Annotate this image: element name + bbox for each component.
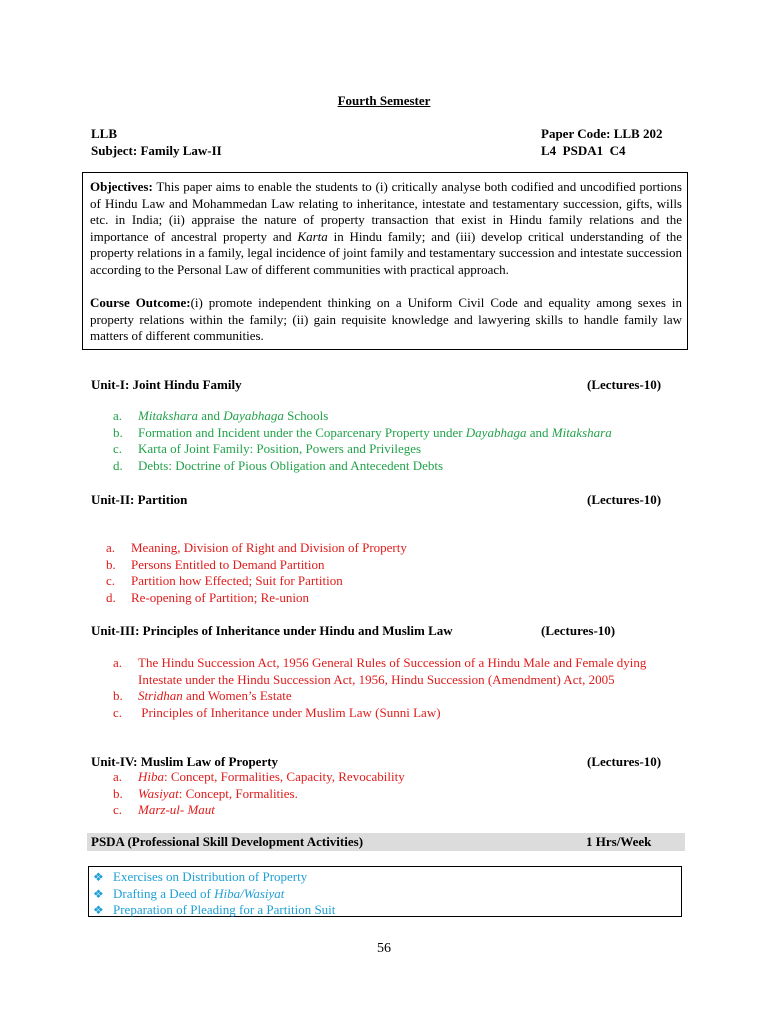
course-outcome-text: (i) promote independent thinking on a Uniform Civil Code and equality among sexes in property relations within the family; (ii) gain requisite knowledge and lawyering skills to handle family law matters of different communities. [90, 295, 682, 343]
item-italic: Hiba [138, 769, 164, 784]
unit-1-lectures: (Lectures-10) [587, 377, 662, 392]
item-marker: c. [113, 704, 123, 720]
item-text: Schools [283, 408, 329, 423]
course-outcome-label: Course Outcome: [90, 295, 191, 310]
item-text: Formation and Incident under the Coparcenary Property under [138, 424, 466, 440]
objectives-text-1: This paper aims to enable the students to (i) critically analyse both codified and uncodified portions of Hindu Law and Mohammedan Law relating to inheritance, intestate and testamentary succession, gifts, wills etc. in India; (ii) appraise the nature of property transaction that exist in Hindu family relations and the importance of ancestral property and [90, 179, 682, 244]
list-item [106, 573, 666, 590]
item-italic: Wasiyat [138, 785, 179, 801]
unit-2-lectures: (Lectures-10) [587, 492, 662, 507]
item-text: Drafting a Deed of [113, 885, 215, 901]
item-italic: Stridhan [138, 688, 183, 703]
psda-activities-box [88, 866, 682, 917]
objectives-paragraph [90, 179, 682, 278]
unit-4-title: Unit-IV: Muslim Law of Property [91, 754, 279, 769]
item-marker: c. [113, 802, 123, 817]
objectives-box [82, 172, 688, 350]
objectives-label: Objectives: [90, 179, 153, 194]
item-marker: b. [113, 785, 123, 801]
list-item [106, 557, 666, 574]
item-text: Persons Entitled to Demand Partition [131, 556, 325, 572]
list-item [113, 802, 673, 819]
item-text: Re-opening of Partition; Re-union [131, 589, 310, 605]
list-item [93, 869, 681, 886]
objectives-text-2: in Hindu family; and (iii) develop critical understanding of the property relations in a family, legal incidence of joint family and testamentary succession and intestate succession according to the Personal Law of different communities with practical approach. [90, 228, 682, 277]
list-item [113, 425, 673, 442]
unit-3-topics [113, 655, 661, 721]
item-text: Debts: Doctrine of Pious Obligation and Antecedent Debts [138, 457, 444, 473]
item-marker: a. [106, 540, 116, 555]
list-item [106, 540, 666, 557]
page-number: 56 [377, 941, 391, 956]
item-text: : Concept, Formalities. [178, 785, 298, 801]
semester-heading: Fourth Semester [337, 93, 431, 108]
diamond-bullet-icon: ❖ [93, 870, 104, 884]
item-marker: c. [106, 573, 116, 588]
list-item [113, 441, 673, 458]
unit-4-topics [113, 769, 673, 819]
item-text: : Concept, Formalities, Capacity, Revocability [164, 769, 405, 784]
item-marker: a. [113, 769, 123, 784]
list-item [113, 769, 673, 786]
item-marker: d. [106, 589, 116, 605]
item-italic: Hiba/Wasiyat [214, 885, 285, 901]
level-code: L4 PSDA1 C4 [541, 143, 626, 158]
paper-code: Paper Code: LLB 202 [541, 126, 663, 141]
list-item [113, 688, 661, 705]
item-text: and Women’s Estate [182, 688, 292, 703]
item-text: and [197, 408, 224, 423]
diamond-bullet-icon: ❖ [93, 886, 104, 901]
item-marker: b. [113, 424, 123, 440]
objectives-karta: Karta [297, 228, 328, 244]
unit-1-title: Unit-I: Joint Hindu Family [91, 377, 242, 392]
unit-2-topics [106, 540, 666, 606]
list-item [113, 458, 673, 475]
item-italic: Mitakshara [551, 424, 612, 440]
item-text: Principles of Inheritance under Muslim Law (Sunni Law) [138, 704, 441, 720]
psda-title: PSDA (Professional Skill Development Activities) [91, 834, 364, 849]
unit-3-lectures: (Lectures-10) [541, 623, 616, 638]
item-marker: b. [113, 688, 123, 703]
item-marker: b. [106, 556, 116, 572]
item-text: Meaning, Division of Right and Division of Property [131, 540, 407, 555]
list-item [106, 590, 666, 607]
item-text: The Hindu Succession Act, 1956 General Rules of Succession of a Hindu Male and Female dying Intestate under the Hindu Succession Act, 1956, Hindu Succession (Amendment) Act, 2005 [138, 655, 647, 687]
item-marker: a. [113, 655, 123, 670]
item-text: and [526, 424, 552, 440]
program-label: LLB [91, 126, 118, 141]
item-marker: d. [113, 457, 123, 473]
list-item [113, 786, 673, 803]
item-italic: Mitakshara [138, 408, 198, 423]
unit-3-title: Unit-III: Principles of Inheritance under Hindu and Muslim Law [91, 623, 453, 638]
item-text: Exercises on Distribution of Property [113, 869, 308, 884]
item-marker: a. [113, 408, 123, 423]
psda-hours: 1 Hrs/Week [586, 834, 652, 849]
item-marker: c. [113, 441, 123, 456]
item-text: Partition how Effected; Suit for Partition [131, 573, 343, 588]
item-italic: Dayabhaga [465, 424, 527, 440]
diamond-bullet-icon: ❖ [93, 903, 104, 917]
list-item [113, 408, 673, 425]
list-item [113, 655, 661, 688]
subject-label: Subject: Family Law-II [91, 143, 222, 158]
item-italic: Dayabhaga [223, 408, 284, 423]
list-item [93, 886, 681, 903]
item-text: Preparation of Pleading for a Partition Suit [113, 902, 336, 917]
unit-2-title: Unit-II: Partition [91, 492, 188, 507]
unit-1-topics [113, 408, 673, 474]
item-text: Karta of Joint Family: Position, Powers and Privileges [138, 441, 422, 456]
unit-4-lectures: (Lectures-10) [587, 754, 662, 769]
list-item [93, 902, 681, 919]
list-item [113, 705, 661, 722]
course-outcome-paragraph [90, 295, 682, 345]
item-italic: Marz-ul- Maut [138, 802, 215, 817]
